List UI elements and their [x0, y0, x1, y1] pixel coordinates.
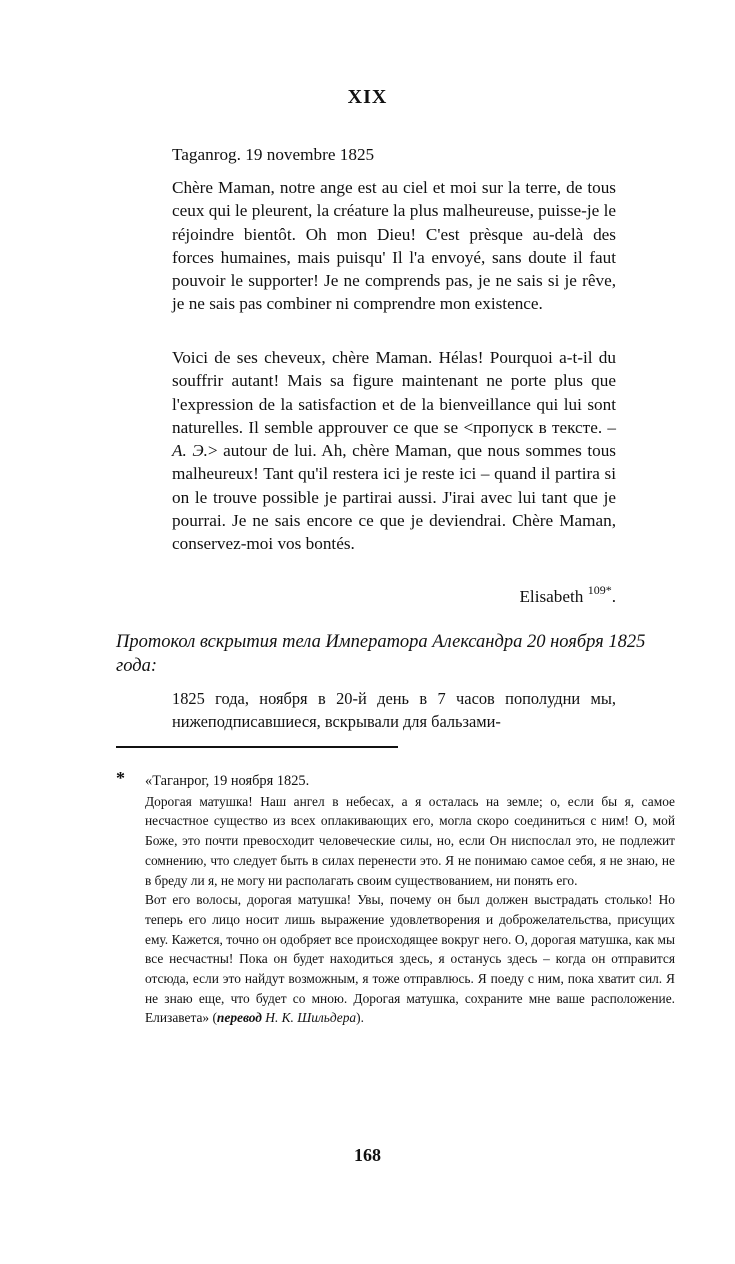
section-heading: Протокол вскрытия тела Императора Александра 20 ноября 1825 года: — [116, 632, 646, 676]
footnote-paragraph-2-text: Вот его волосы, дорогая матушка! Увы, почему он был должен выстрадать столько! Но теперь его лицо носит лишь выражение удовлетворения и доброжелательства, присущих ему. Кажется, точно он одобряет все происходящее вокруг него. О, дорогая матушка, как мы все несчастны! Пока он будет находиться здесь, я останусь здесь – когда он отправится отсюда, если это найдут возможным, я тоже отправлюсь. Я поеду с ним, пока хватит сил. Я не знаю еще, что будет со мною. Дорогая матушка, сохраните мне ваше расположение. Елизавета» ( — [145, 892, 675, 1026]
editor-initials: А. Э. — [172, 441, 208, 461]
footnote-marker: * — [116, 768, 125, 788]
letter-signature — [519, 583, 616, 607]
footnote-close: ). — [356, 1010, 364, 1026]
letter-paragraph-2-text — [172, 346, 616, 556]
letter-dateline: Taganrog. 19 novembre 1825 — [172, 145, 375, 164]
letter-paragraph-1 — [172, 176, 616, 316]
signature-name: Elisabeth — [519, 587, 584, 606]
letter-p2-before: Voici de ses cheveux, chère Maman. Hélas! Pourquoi a-t-il du souffrir autant! Mais sa figure maintenant ne porte plus que l'expression de la satisfaction et de la bienveillance qui lui sont naturelles. Il semble approuver ce que se — [172, 348, 616, 437]
footnote — [145, 772, 675, 1028]
footnote-divider — [116, 746, 398, 748]
translator-name: Н. К. Шильдера — [265, 1010, 357, 1026]
footnote-title: «Таганрог, 19 ноября 1825. — [145, 773, 310, 789]
chapter-number: XIX — [347, 86, 388, 108]
letter-paragraph-2 — [172, 346, 616, 556]
footnote-paragraph-2 — [145, 890, 675, 1028]
text-gap-note: <пропуск в тексте. – — [463, 417, 617, 437]
letter-paragraph-1-text: Chère Maman, notre ange est au ciel et moi sur la terre, de tous ceux qui le pleurent, la créature la plus malheureuse, puisse-je le réjoindre bientôt. Oh mon Dieu! C'est prèsque au-delà des forces humaines, mais puisqu' Il l'a envoyé, sans doute il faut pouvoir le supporter! Je ne comprends pas, je ne sais si je rêve, je ne sais pas combiner ni comprendre mon existence. — [172, 178, 616, 314]
protocol-text: 1825 года, ноября в 20-й день в 7 часов пополудни мы, нижеподписавшиеся, вскрывали для бальзами- — [172, 689, 616, 732]
letter-p2-after: autour de lui. Ah, chère Maman, que nous sommes tous malheureux! Tant qu'il restera ici je reste ici – quand il partira si on le trouve possible je partirai aussi. J'irai avec lui tant que je pourrai. Je ne sais encore ce que je deviendrai. Chère Maman, conservez-moi vos bontés. — [172, 441, 616, 554]
footnote-reference[interactable]: 109* — [587, 583, 612, 597]
footnote-paragraph-1: Дорогая матушка! Наш ангел в небесах, а я осталась на земле; о, если бы я, самое несчастное существо из всех оплакивающих его, могла скоро соединиться с ним! О, мой Боже, это почти превосходит человеческие силы, но, если Он ниспослал это, не подлежит сомнению, что следует быть в силах перенести это. Я не понимаю самое себя, я не знаю, не в бреду ли я, не могу ни располагать своим существованием, ни понять его. — [145, 793, 675, 888]
translation-label: перевод — [216, 1010, 262, 1026]
text-gap-close: > — [207, 441, 218, 461]
page-number: 168 — [354, 1145, 381, 1165]
signature-period: . — [611, 587, 616, 606]
